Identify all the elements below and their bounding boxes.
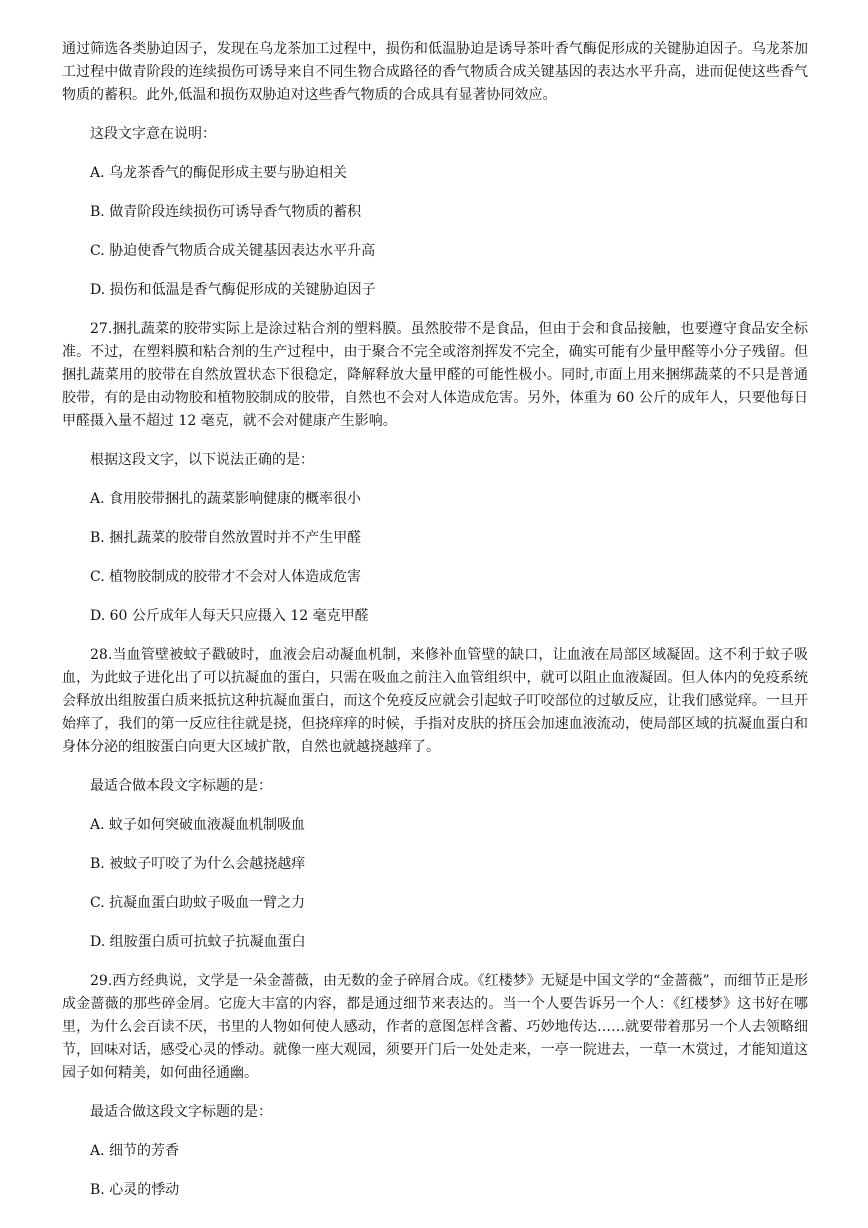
question-28-passage: 28.当血管壁被蚊子戳破时，血液会启动凝血机制，来修补血管壁的缺口，让血液在局部区域凝固。这不利于蚊子吸血，为此蚊子进化出了可以抗凝血的蛋白，只需在吸血之前注入血管组织中，就可以阻止血液凝固。但人体内的免疫系统会释放出组胺蛋白质来抵抗这种抗凝血蛋白，而这个免疫反应就会引起蚊子叮咬部位的过敏反应，让我们感觉痒。一旦开始痒了，我们的第一反应往往就是挠，但挠痒痒的时候，手指对皮肤的挤压会加速血液流动，使局部区域的抗凝血蛋白和身体分泌的组胺蛋白向更大区域扩散，自然也就越挠越痒了。 xyxy=(62,647,808,755)
question-29 xyxy=(62,970,808,1202)
question-26 xyxy=(62,38,808,302)
question-29-option-a: A. 细节的芳香 xyxy=(90,1143,180,1159)
question-27-passage: 27.捆扎蔬菜的胶带实际上是涂过粘合剂的塑料膜。虽然胶带不是食品，但由于会和食品接触，也要遵守食品安全标准。不过，在塑料膜和粘合剂的生产过程中，由于聚合不完全或溶剂挥发不完全，确实可能有少量甲醛等小分子残留。但捆扎蔬菜用的胶带在自然放置状态下很稳定，降解释放大量甲醛的可能性极小。同时,市面上用来捆绑蔬菜的不只是普通胶带，有的是由动物胶和植物胶制成的胶带，自然也不会对人体造成危害。另外，体重为 60 公斤的成年人，只要他每日甲醛摄入量不超过 12 毫克，就不会对健康产生影响。 xyxy=(62,321,808,429)
question-26-option-a: A. 乌龙茶香气的酶促形成主要与胁迫相关 xyxy=(90,165,348,181)
question-26-stem: 这段文字意在说明： xyxy=(90,126,216,142)
question-26-option-b: B. 做青阶段连续损伤可诱导香气物质的蓄积 xyxy=(90,204,362,220)
question-27-option-c: C. 植物胶制成的胶带才不会对人体造成危害 xyxy=(90,569,362,585)
question-26-passage: 通过筛选各类胁迫因子，发现在乌龙茶加工过程中，损伤和低温胁迫是诱导茶叶香气酶促形成的关键胁迫因子。乌龙茶加工过程中做青阶段的连续损伤可诱导来自不同生物合成路径的香气物质合成关键基因的表达水平升高，进而促使这些香气物质的蓄积。此外,低温和损伤双胁迫对这些香气物质的合成具有显著协同效应。 xyxy=(62,41,808,103)
question-29-stem: 最适合做这段文字标题的是： xyxy=(90,1104,272,1120)
exam-page xyxy=(62,38,808,1202)
question-28-option-a: A. 蚊子如何突破血液凝血机制吸血 xyxy=(90,817,306,833)
question-26-option-c: C. 胁迫使香气物质合成关键基因表达水平升高 xyxy=(90,243,376,259)
question-28-stem: 最适合做本段文字标题的是： xyxy=(90,778,272,794)
question-27-stem: 根据这段文字，以下说法正确的是： xyxy=(90,452,314,468)
question-28-option-b: B. 被蚊子叮咬了为什么会越挠越痒 xyxy=(90,856,306,872)
question-27 xyxy=(62,318,808,628)
question-26-option-d: D. 损伤和低温是香气酶促形成的关键胁迫因子 xyxy=(90,282,376,298)
question-29-option-b: B. 心灵的悸动 xyxy=(90,1182,180,1198)
question-27-option-d: D. 60 公斤成年人每天只应摄入 12 毫克甲醛 xyxy=(90,608,369,624)
question-27-option-a: A. 食用胶带捆扎的蔬菜影响健康的概率很小 xyxy=(90,491,362,507)
question-27-option-b: B. 捆扎蔬菜的胶带自然放置时并不产生甲醛 xyxy=(90,530,362,546)
question-28-option-d: D. 组胺蛋白质可抗蚊子抗凝血蛋白 xyxy=(90,934,306,950)
question-29-passage: 29.西方经典说，文学是一朵金蔷薇，由无数的金子碎屑合成。《红楼梦》无疑是中国文学的“金蔷薇”，而细节正是形成金蔷薇的那些碎金屑。它庞大丰富的内容，都是通过细节来表达的。当一个人要告诉另一个人：《红楼梦》这书好在哪里，为什么会百读不厌，书里的人物如何使人感动，作者的意图怎样含蓄、巧妙地传达……就要带着那另一个人去领略细节，回味对话，感受心灵的悸动。就像一座大观园，须要开门后一处处走来，一亭一院进去，一草一木赏过，才能知道这园子如何精美，如何曲径通幽。 xyxy=(62,973,808,1081)
question-28 xyxy=(62,644,808,954)
question-28-option-c: C. 抗凝血蛋白助蚊子吸血一臂之力 xyxy=(90,895,306,911)
